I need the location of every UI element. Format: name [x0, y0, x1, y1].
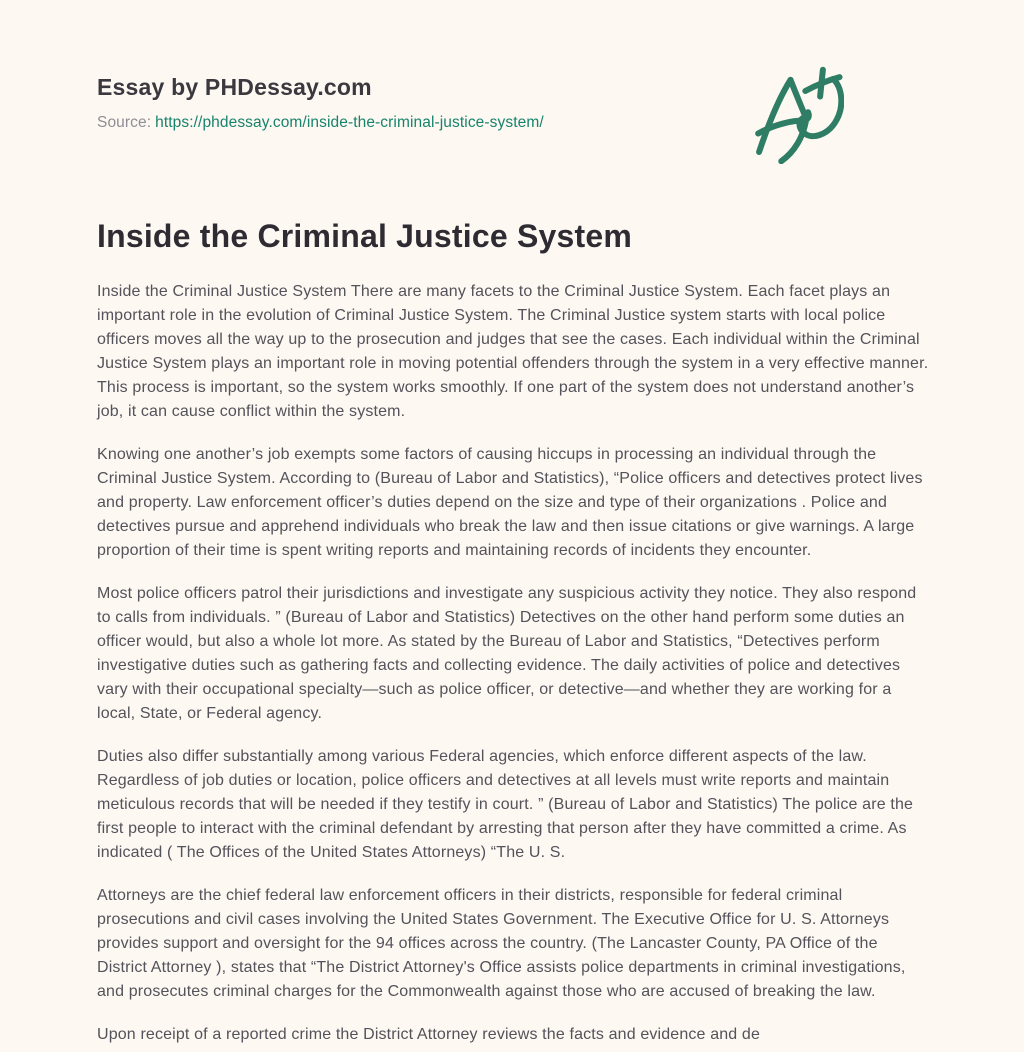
essay-paragraph-5: Attorneys are the chief federal law enforcement officers in their districts, responsible for federal criminal prosecutions and civil cases involving the United States Government. The Executive Office for U. S. Attorneys provides support and oversight for the 94 offices across the country. (The Lancaster County, PA Office of the District Attorney ), states that “The District Attorney's Office assists police departments in criminal investigations, and prosecutes criminal charges for the Commonwealth against those who are accused of breaking the law. [97, 886, 906, 1000]
phdessay-a-plus-logo-icon[interactable] [750, 66, 844, 164]
essay-paragraph-2: Knowing one another’s job exempts some factors of causing hiccups in processing an individual through the Criminal Justice System. According to (Bureau of Labor and Statistics), “Police officers and detectives protect lives and property. Law enforcement officer’s duties depend on the size and type of their organizations . Police and detectives pursue and apprehend individuals who break the law and then issue citations or give warnings. A large proportion of their time is spent writing reports and maintaining records of incidents they encounter. [97, 445, 923, 559]
essay-paragraph-4: Duties also differ substantially among various Federal agencies, which enforce different aspects of the law. Regardless of job duties or location, police officers and detectives at all levels must write reports and maintain meticulous records that will be needed if they testify in court. ” (Bureau of Labor and Statistics) The police are the first people to interact with the criminal defendant by arresting that person after they have committed a crime. As indicated ( The Offices of the United States Attorneys) “The U. S. [97, 747, 914, 861]
essay-paragraph-3: Most police officers patrol their jurisdictions and investigate any suspicious activity they notice. They also respond to calls from individuals. ” (Bureau of Labor and Statistics) Detectives on the other hand perform some duties an officer would, but also a whole lot more. As stated by the Bureau of Labor and Statistics, “Detectives perform investigative duties such as gathering facts and collecting evidence. The daily activities of police and detectives vary with their occupational specialty—such as police officer, or detective—and whether they are working for a local, State, or Federal agency. [97, 584, 917, 722]
essay-paragraph-1: Inside the Criminal Justice System There are many facets to the Criminal Justice System. Each facet plays an important role in the evolution of Criminal Justice System. The Criminal Justice system starts with local police officers moves all the way up to the prosecution and judges that see the cases. Each individual within the Criminal Justice System plays an important role in moving potential offenders through the system in a very effective manner. This process is important, so the system works smoothly. If one part of the system does not understand another’s job, it can cause conflict within the system. [97, 282, 929, 420]
source-link[interactable]: https://phdessay.com/inside-the-criminal-justice-system/ [155, 114, 544, 131]
source-label: Source: [97, 114, 152, 131]
page-header [97, 0, 930, 133]
essay-title: Inside the Criminal Justice System [97, 218, 632, 254]
essay-content [97, 218, 930, 1047]
essay-paragraph-6: Upon receipt of a reported crime the District Attorney reviews the facts and evidence and de [97, 1025, 761, 1043]
byline-heading: Essay by PHDessay.com [97, 74, 372, 100]
